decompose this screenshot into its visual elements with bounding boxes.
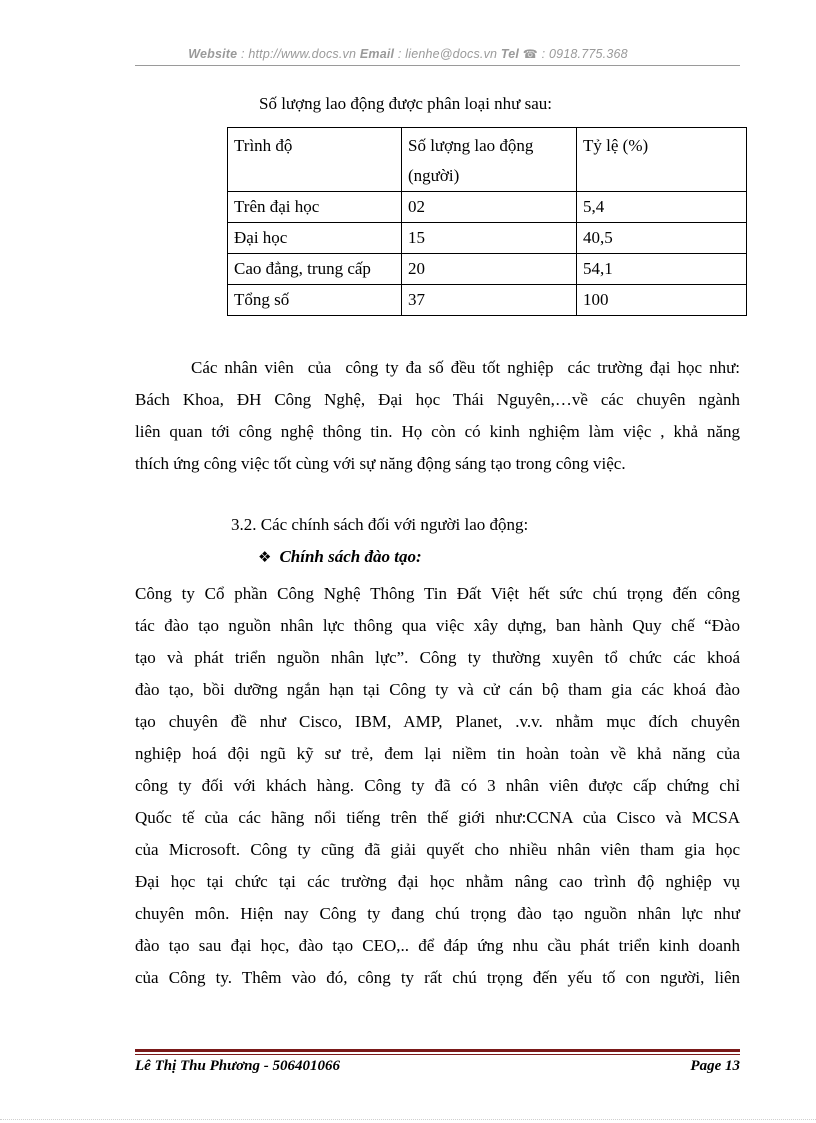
section-heading: 3.2. Các chính sách đối với người lao động:	[231, 515, 529, 534]
footer-rule-thin	[135, 1054, 740, 1055]
paragraph-line: Quốc tế của các hãng nổi tiếng trên thế giới như:CCNA của Cisco và MCSA	[135, 808, 740, 827]
header-line: (người)	[408, 166, 460, 185]
paragraph-line: đào tạo sau đại học, đào tạo CEO,.. để đáp ứng nhu cầu phát triển kinh doanh	[135, 936, 740, 955]
table-header-row	[228, 128, 747, 192]
page-bottom-border	[0, 1119, 816, 1120]
website-label: Website	[188, 47, 238, 61]
paragraph-line: liên quan tới công nghệ thông tin. Họ còn có kinh nghiệm làm việc , khả năng	[135, 422, 740, 441]
footer-rule	[135, 1049, 740, 1052]
table-cell: 20	[402, 254, 577, 285]
table-header-cell: Trình độ	[228, 128, 402, 192]
paragraph-line: Các nhân viên của công ty đa số đều tốt nghiệp các trường đại học như:	[135, 358, 740, 377]
footer-author: Lê Thị Thu Phương - 506401066	[135, 1058, 340, 1074]
tel-value: : 0918.775.368	[541, 47, 628, 61]
page-number: Page 13	[690, 1058, 740, 1074]
table-header-cell	[402, 128, 577, 192]
phone-icon: ☎	[522, 47, 538, 61]
paragraph-line: công ty đối với khách hàng. Công ty đã có 3 nhân viên được cấp chứng chỉ	[135, 776, 740, 795]
table-cell: 40,5	[577, 223, 747, 254]
table-cell: 37	[402, 285, 577, 316]
table-cell: Tổng số	[228, 285, 402, 316]
paragraph-line: nghiệp hoá đội ngũ kỹ sư trẻ, đem lại niềm tin hoàn toàn về khả năng của	[135, 744, 740, 763]
paragraph-line: đào tạo, bồi dưỡng ngắn hạn tại Công ty và cử cán bộ tham gia các khoá đào	[135, 680, 740, 699]
page-header	[0, 47, 816, 61]
table-row	[228, 285, 747, 316]
paragraph-line: tác đào tạo nguồn nhân lực thông qua việc xây dựng, ban hành Quy chế “Đào	[135, 616, 740, 635]
table-caption: Số lượng lao động được phân loại như sau:	[259, 94, 553, 113]
header-rule	[135, 65, 740, 66]
paragraph-line: Đại học tại chức tại các trường đại học nhằm nâng cao trình độ nghiệp vụ	[135, 872, 740, 891]
table-cell: 02	[402, 192, 577, 223]
staff-qualification-table	[227, 127, 747, 316]
paragraph-line: tạo và phát triển nguồn nhân lực”. Công ty thường xuyên tổ chức các khoá	[135, 648, 740, 667]
table-header-cell: Tỷ lệ (%)	[577, 128, 747, 192]
email-value: : lienhe@docs.vn	[397, 47, 498, 61]
table-cell: 54,1	[577, 254, 747, 285]
paragraph-line: của Công ty. Thêm vào đó, công ty rất chú trọng đến yếu tố con người, liên	[135, 968, 740, 987]
email-label: Email	[359, 47, 395, 61]
paragraph-line: Công ty Cổ phần Công Nghệ Thông Tin Đất Việt hết sức chú trọng đến công	[135, 584, 740, 603]
table-row	[228, 254, 747, 285]
diamond-bullet-icon: ❖	[258, 548, 272, 566]
table-row	[228, 223, 747, 254]
table-cell: 15	[402, 223, 577, 254]
website-value: : http://www.docs.vn	[240, 47, 357, 61]
paragraph-line: của Microsoft. Công ty cũng đã giải quyết cho nhiều nhân viên tham gia học	[135, 840, 740, 859]
table-cell: Cao đẳng, trung cấp	[228, 254, 402, 285]
paragraph-line: tạo chuyên đề như Cisco, IBM, AMP, Planet, .v.v. nhằm mục đích chuyên	[135, 712, 740, 731]
table-row	[228, 192, 747, 223]
bullet-heading-text: Chính sách đào tạo:	[279, 547, 422, 566]
bullet-heading	[258, 547, 422, 567]
paragraph-employees	[135, 352, 740, 480]
header-line: Số lượng lao động	[408, 136, 534, 155]
table-cell: Trên đại học	[228, 192, 402, 223]
table-cell: 5,4	[577, 192, 747, 223]
paragraph-line: Bách Khoa, ĐH Công Nghệ, Đại học Thái Nguyên,…về các chuyên ngành	[135, 390, 740, 409]
table-cell: 100	[577, 285, 747, 316]
paragraph-line: thích ứng công việc tốt cùng với sự năng động sáng tạo trong công việc.	[135, 454, 626, 473]
table-cell: Đại học	[228, 223, 402, 254]
tel-label: Tel	[500, 47, 520, 61]
paragraph-training-policy	[135, 578, 740, 994]
paragraph-line: chuyên môn. Hiện nay Công ty đang chú trọng đào tạo nguồn nhân lực như	[135, 904, 740, 923]
